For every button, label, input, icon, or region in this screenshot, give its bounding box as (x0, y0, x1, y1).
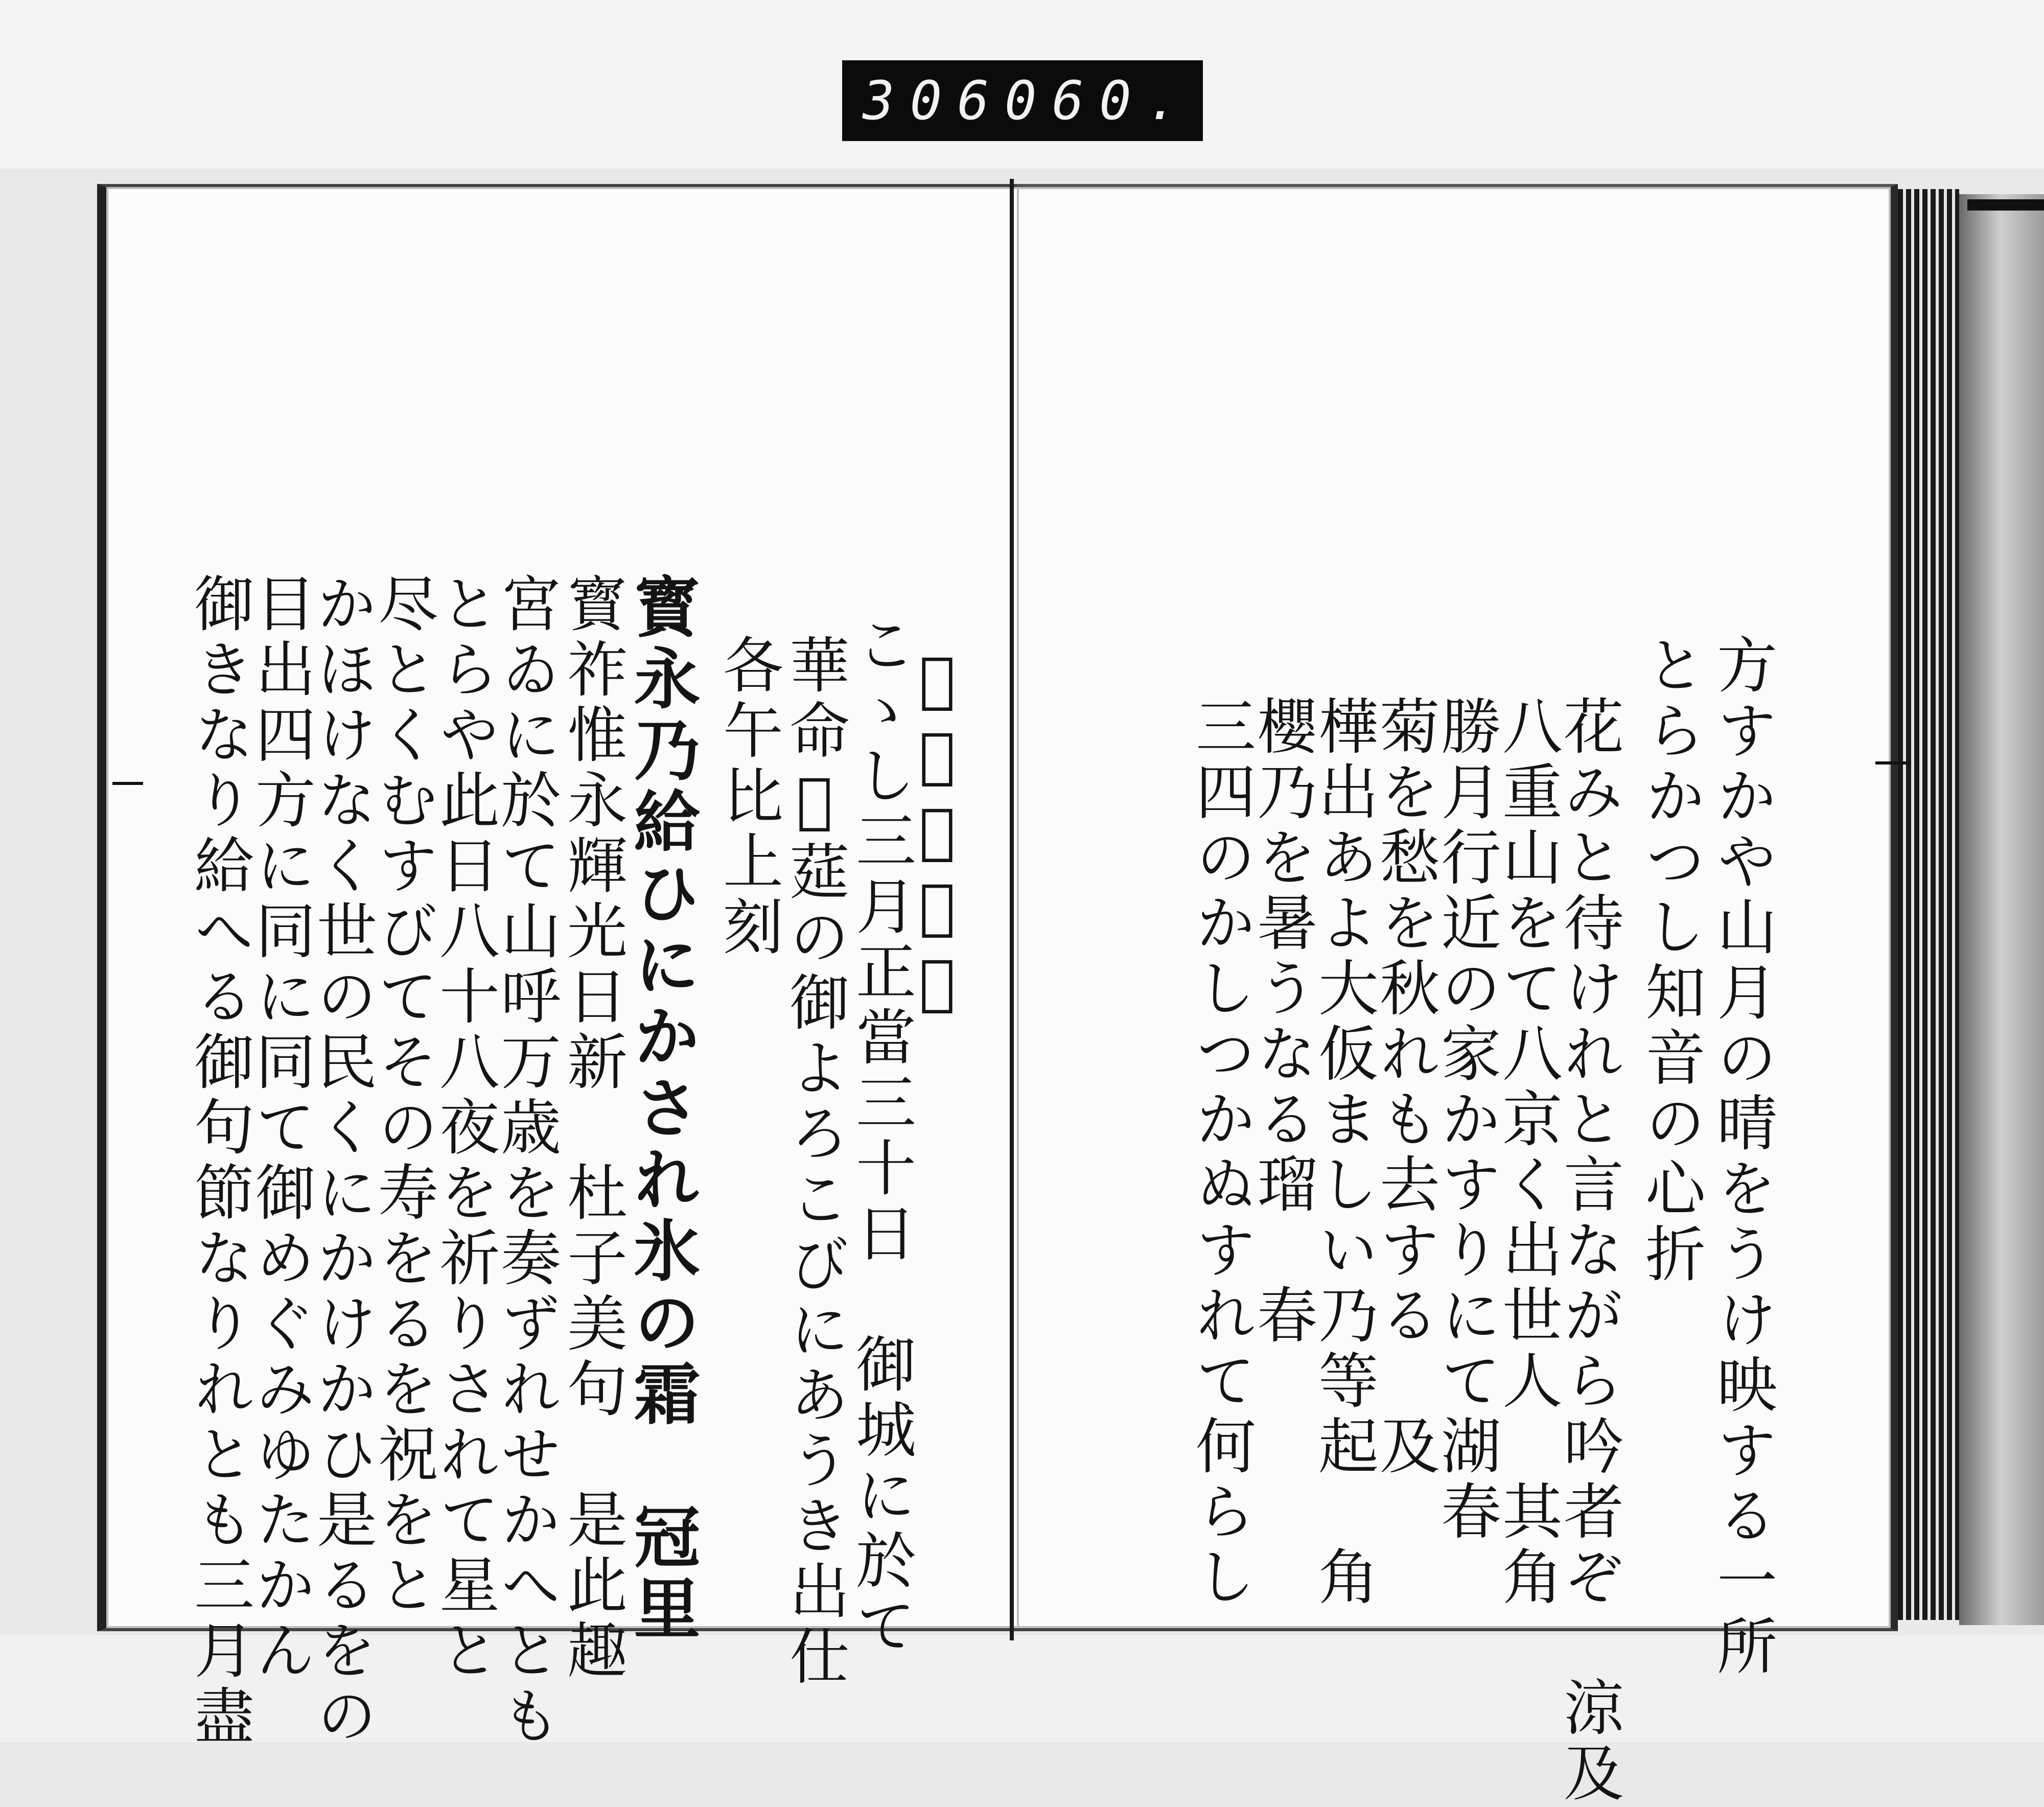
right-column-7: 樺出あよ大仮ましい乃等起 角 (1308, 695, 1379, 1611)
right-column-2: とらかつし知音の心折 (1635, 634, 1706, 1288)
right-margin-mark (1875, 761, 1906, 764)
right-column-1: 方すかや山月の晴をうけ映する一所 (1707, 634, 1777, 1680)
book-cover-edge (1959, 194, 2044, 1625)
left-column-4: 寳永乃給ひにかされ氷の霜 冠里 (623, 572, 701, 1646)
left-column-3: 各午比上刻 (713, 634, 783, 961)
right-column-9: 三四のかしつかぬすれて何らし (1186, 695, 1256, 1611)
cover-board-edge (1967, 199, 2044, 211)
book-spine (1010, 179, 1014, 1640)
left-column-6: 宮ゐに於て山呼万歳を奏ずれせかへとも (491, 572, 561, 1750)
left-column-2: 華命𬰀莚の御よろこびにあうき出仕 (779, 634, 850, 1690)
archive-left-number: 306 (863, 70, 1005, 132)
right-column-3: 花みと待けれと言ながら吟者ぞ 涼及 (1553, 695, 1624, 1807)
left-column-11: 御きなり給へる御句節なりれとも三月盡 (184, 572, 254, 1750)
right-column-8: 櫻乃を暑うなる瑠 春 (1247, 695, 1317, 1349)
open-book (97, 184, 1952, 1807)
left-column-1: こゝし三月正當三十日 御城に於て (846, 613, 916, 1660)
left-column-8: 尽とくむすびてその寿をるを祝をと (368, 572, 438, 1619)
left-margin-mark (112, 782, 143, 785)
right-column-5: 勝月行近の家かすりにて湖春 (1431, 695, 1501, 1545)
right-column-6: 菊を愁を秋れも去する 及 (1369, 695, 1440, 1480)
archive-right-number: 060. (1004, 70, 1194, 132)
left-column-10: 目出四方に同に同て御めぐみゆたかん (245, 572, 316, 1684)
left-title: 𬰀元乃祥吟 (902, 644, 972, 1022)
left-column-7: とらや此日八十八夜を祈りされて星と (429, 572, 500, 1684)
left-column-9: かほけなく世の民くにかけかひ是るをの (307, 572, 377, 1750)
right-column-4: 八重山をて八京く出世人 其角 (1492, 695, 1563, 1611)
page-edges (1898, 189, 1959, 1620)
archive-number-tag (842, 60, 1203, 141)
left-column-5: 寳祚惟永輝光日新 杜子美句 是此趣 (557, 572, 628, 1684)
